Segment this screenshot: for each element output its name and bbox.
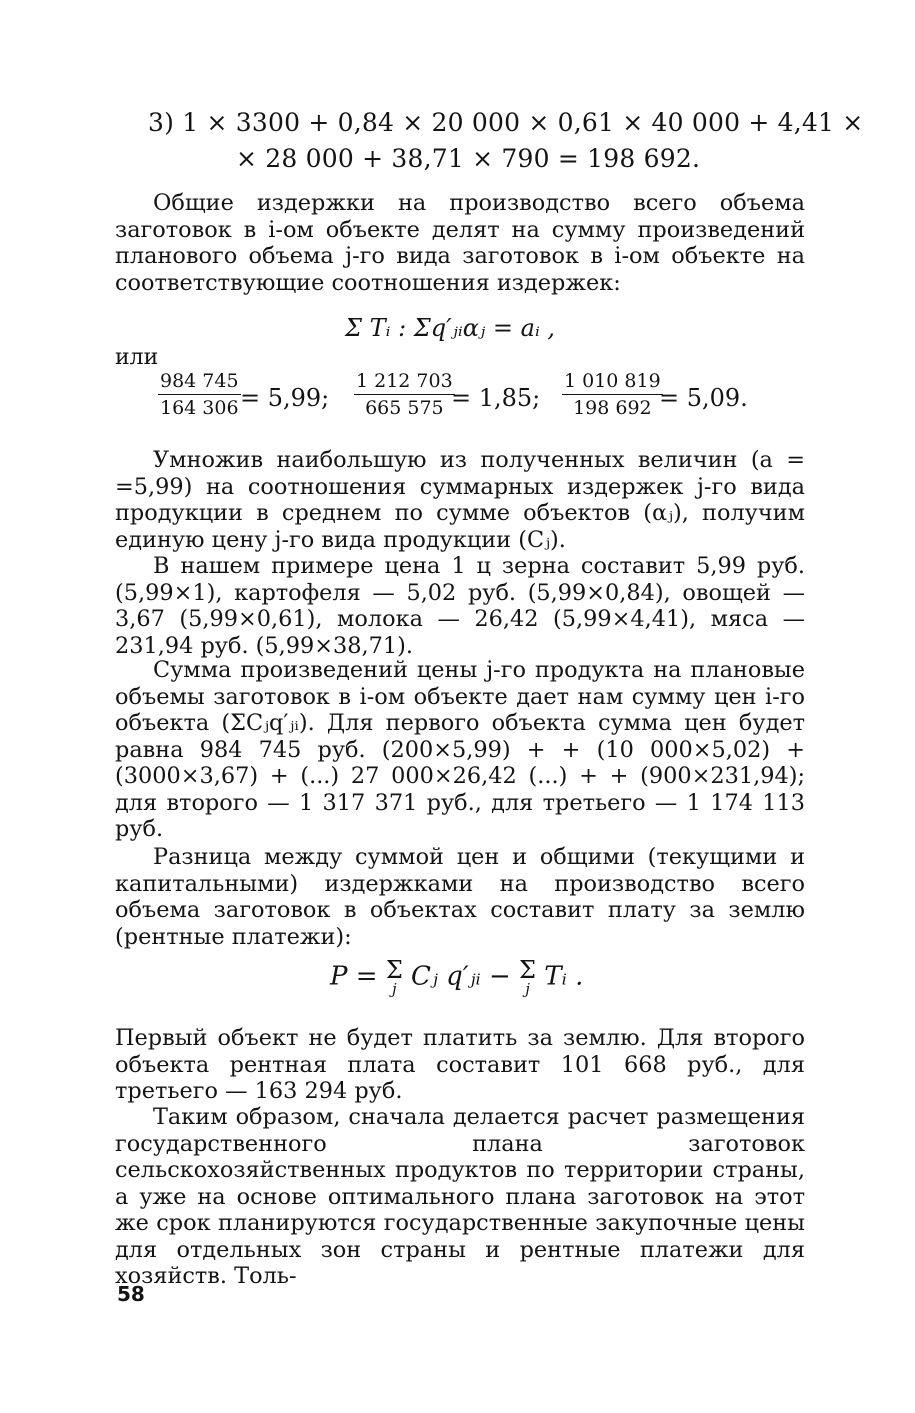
fraction-2-denominator: 665 575 xyxy=(365,397,444,419)
fraction-3-numerator: 1 010 819 xyxy=(562,370,663,395)
formula-3-line-2: × 28 000 + 38,71 × 790 = 198 692. xyxy=(236,144,701,173)
sigma-1 xyxy=(386,958,403,997)
sigma-2 xyxy=(519,958,536,997)
paragraph-text: Первый объект не будет платить за землю. Для второго объекта рентная плата составит 101 668 руб., для третьего — 163 294 руб. xyxy=(115,1025,805,1104)
rent-formula-lhs: P = xyxy=(330,961,378,992)
sigma-symbol: Σ xyxy=(519,956,537,984)
fraction-2 xyxy=(354,370,455,419)
formula-3-line-1: 3) 1 × 3300 + 0,84 × 20 000 × 0,61 × 40 000 + 4,41 × xyxy=(148,108,864,137)
paragraph-text: Сумма произведений цены j-го продукта на плановые объемы заготовок в i-ом объекте дает нам сумму цен i-го объекта (ΣCⱼq′ⱼᵢ). Для первого объекта сумма цен будет равна 984 745 руб. (200×5,99) + + (10 000×5,02) + (3000×3,67) + (...) 27 000×26,42 (...) + + (900×231,94); для второго — 1 317 371 руб., для третьего — 1 174 113 руб. xyxy=(115,657,805,842)
paragraph-total-costs xyxy=(115,190,805,296)
paragraph-unified-price xyxy=(115,447,805,553)
page-number: 58 xyxy=(117,1282,145,1306)
word-ili: или xyxy=(115,345,159,370)
paragraph-text: Умножив наибольшую из полученных величин (a = =5,99) на соотношения суммарных издержек j-го вида продукции в среднем по сумме объектов (αⱼ), получим единую цену j-го вида продукции (Cⱼ). xyxy=(115,447,805,553)
paragraph-text: В нашем примере цена 1 ц зерна составит 5,99 руб. (5,99×1), картофеля — 5,02 руб. (5,99×0,84), овощей — 3,67 (5,99×0,61), молока — 26,42 (5,99×4,41), мяса — 231,94 руб. (5,99×38,71). xyxy=(115,553,805,659)
fraction-1-denominator: 164 306 xyxy=(160,397,239,419)
sigma-subscript: j xyxy=(391,980,397,998)
fraction-1-result: = 5,99; xyxy=(240,384,330,412)
paragraph-price-sum xyxy=(115,657,805,843)
paragraph-text: Разница между суммой цен и общими (текущими и капитальными) издержками на производство всего объема заготовок в объектах составит плату за землю (рентные платежи): xyxy=(115,844,805,950)
sigma-symbol: Σ xyxy=(385,956,403,984)
fraction-3 xyxy=(562,370,663,419)
paragraph-rent-results xyxy=(115,1025,805,1105)
paragraph-rent-definition xyxy=(115,844,805,950)
fraction-row xyxy=(158,370,778,430)
rent-formula-term-2: Tᵢ . xyxy=(544,961,584,992)
paragraph-example-prices xyxy=(115,553,805,659)
paragraph-text: Таким образом, сначала делается расчет размещения государственного плана заготовок сельскохозяйственных продуктов по территории страны, а уже на основе оптимального плана заготовок на этот же срок планируются государственные закупочные цены для отдельных зон страны и рентные платежи для хозяйств. Толь- xyxy=(115,1104,805,1289)
fraction-1-numerator: 984 745 xyxy=(158,370,241,395)
fraction-3-result: = 5,09. xyxy=(659,384,748,412)
paragraph-conclusion xyxy=(115,1104,805,1290)
fraction-2-numerator: 1 212 703 xyxy=(354,370,455,395)
fraction-1 xyxy=(158,370,241,419)
paragraph-text: Общие издержки на производство всего объема заготовок в i-ом объекте делят на сумму произведений планового объема j-го вида заготовок в i-ом объекте на соответствующие соотношения издержек: xyxy=(115,190,805,296)
sigma-subscript: j xyxy=(525,980,530,998)
fraction-2-result: = 1,85; xyxy=(451,384,541,412)
rent-formula-term-1: Cⱼ q′ⱼᵢ − xyxy=(411,961,511,992)
fraction-3-denominator: 198 692 xyxy=(573,397,652,419)
rent-formula xyxy=(330,958,583,997)
equation-cost-ratio: Σ Tᵢ : Σq′ⱼᵢαⱼ = aᵢ , xyxy=(345,314,556,342)
